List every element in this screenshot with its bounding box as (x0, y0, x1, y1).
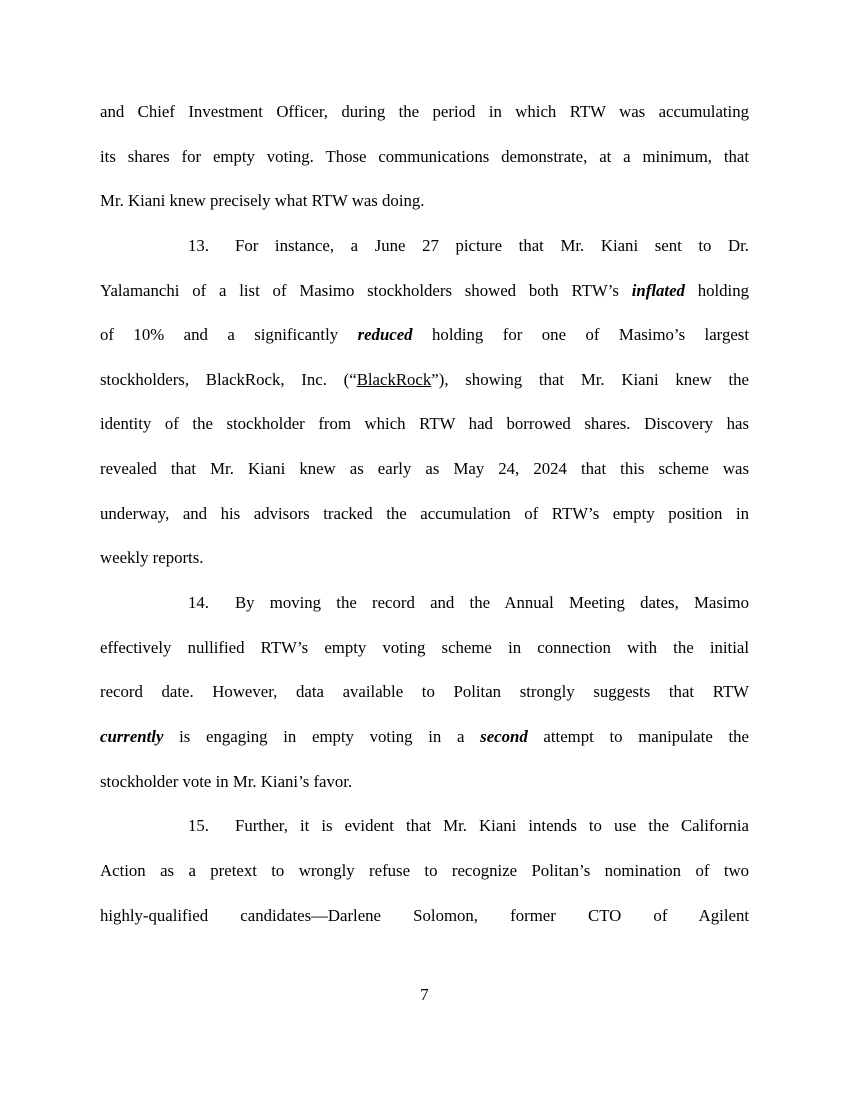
text-line: its shares for empty voting. Those communications demonstrate, at a minimum, that (100, 147, 749, 166)
emphasis-second: second (480, 727, 528, 746)
text-run: ”), showing that Mr. Kiani knew the (431, 370, 749, 389)
paragraph-first-line (188, 236, 749, 256)
text-line (100, 370, 749, 390)
text-run: holding (684, 281, 749, 300)
text-run: holding for one of Masimo’s largest (412, 325, 749, 344)
paragraph-number: 13. (188, 236, 209, 255)
text-line: Mr. Kiani knew precisely what RTW was doing. (100, 191, 425, 210)
text-line: record date. However, data available to Politan strongly suggests that RTW (100, 682, 749, 701)
text-line (100, 727, 749, 747)
text-run: attempt to manipulate the (527, 727, 749, 746)
emphasis-currently: currently (100, 727, 164, 746)
text-run: By moving the record and the Annual Meeting dates, Masimo (234, 593, 749, 612)
defined-term-blackrock: BlackRock (356, 370, 432, 389)
text-line: highly-qualified candidates—Darlene Solomon, former CTO of Agilent (100, 906, 749, 925)
text-line (100, 325, 749, 345)
paragraph-number: 14. (188, 593, 209, 612)
paragraph-number: 15. (188, 816, 209, 835)
text-line: revealed that Mr. Kiani knew as early as May 24, 2024 that this scheme was (100, 459, 749, 478)
text-line: underway, and his advisors tracked the accumulation of RTW’s empty position in (100, 504, 749, 523)
text-line: Action as a pretext to wrongly refuse to recognize Politan’s nomination of two (100, 861, 749, 880)
paragraph-first-line (188, 816, 749, 836)
emphasis-inflated: inflated (631, 281, 685, 300)
page-number: 7 (420, 985, 429, 1004)
emphasis-reduced: reduced (357, 325, 413, 344)
text-run: For instance, a June 27 picture that Mr. Kiani sent to Dr. (234, 236, 749, 255)
text-run: Further, it is evident that Mr. Kiani intends to use the California (234, 816, 749, 835)
text-line: identity of the stockholder from which RTW had borrowed shares. Discovery has (100, 414, 749, 433)
text-line: weekly reports. (100, 548, 204, 567)
text-run: is engaging in empty voting in a (163, 727, 481, 746)
text-line: effectively nullified RTW’s empty voting scheme in connection with the initial (100, 638, 749, 657)
text-run: stockholders, BlackRock, Inc. (“ (100, 370, 357, 389)
text-run: of 10% and a significantly (100, 325, 358, 344)
text-run: Yalamanchi of a list of Masimo stockholders showed both RTW’s (100, 281, 632, 300)
text-line (100, 281, 749, 301)
text-line: and Chief Investment Officer, during the period in which RTW was accumulating (100, 102, 749, 121)
text-line: stockholder vote in Mr. Kiani’s favor. (100, 772, 353, 791)
paragraph-first-line (188, 593, 749, 613)
